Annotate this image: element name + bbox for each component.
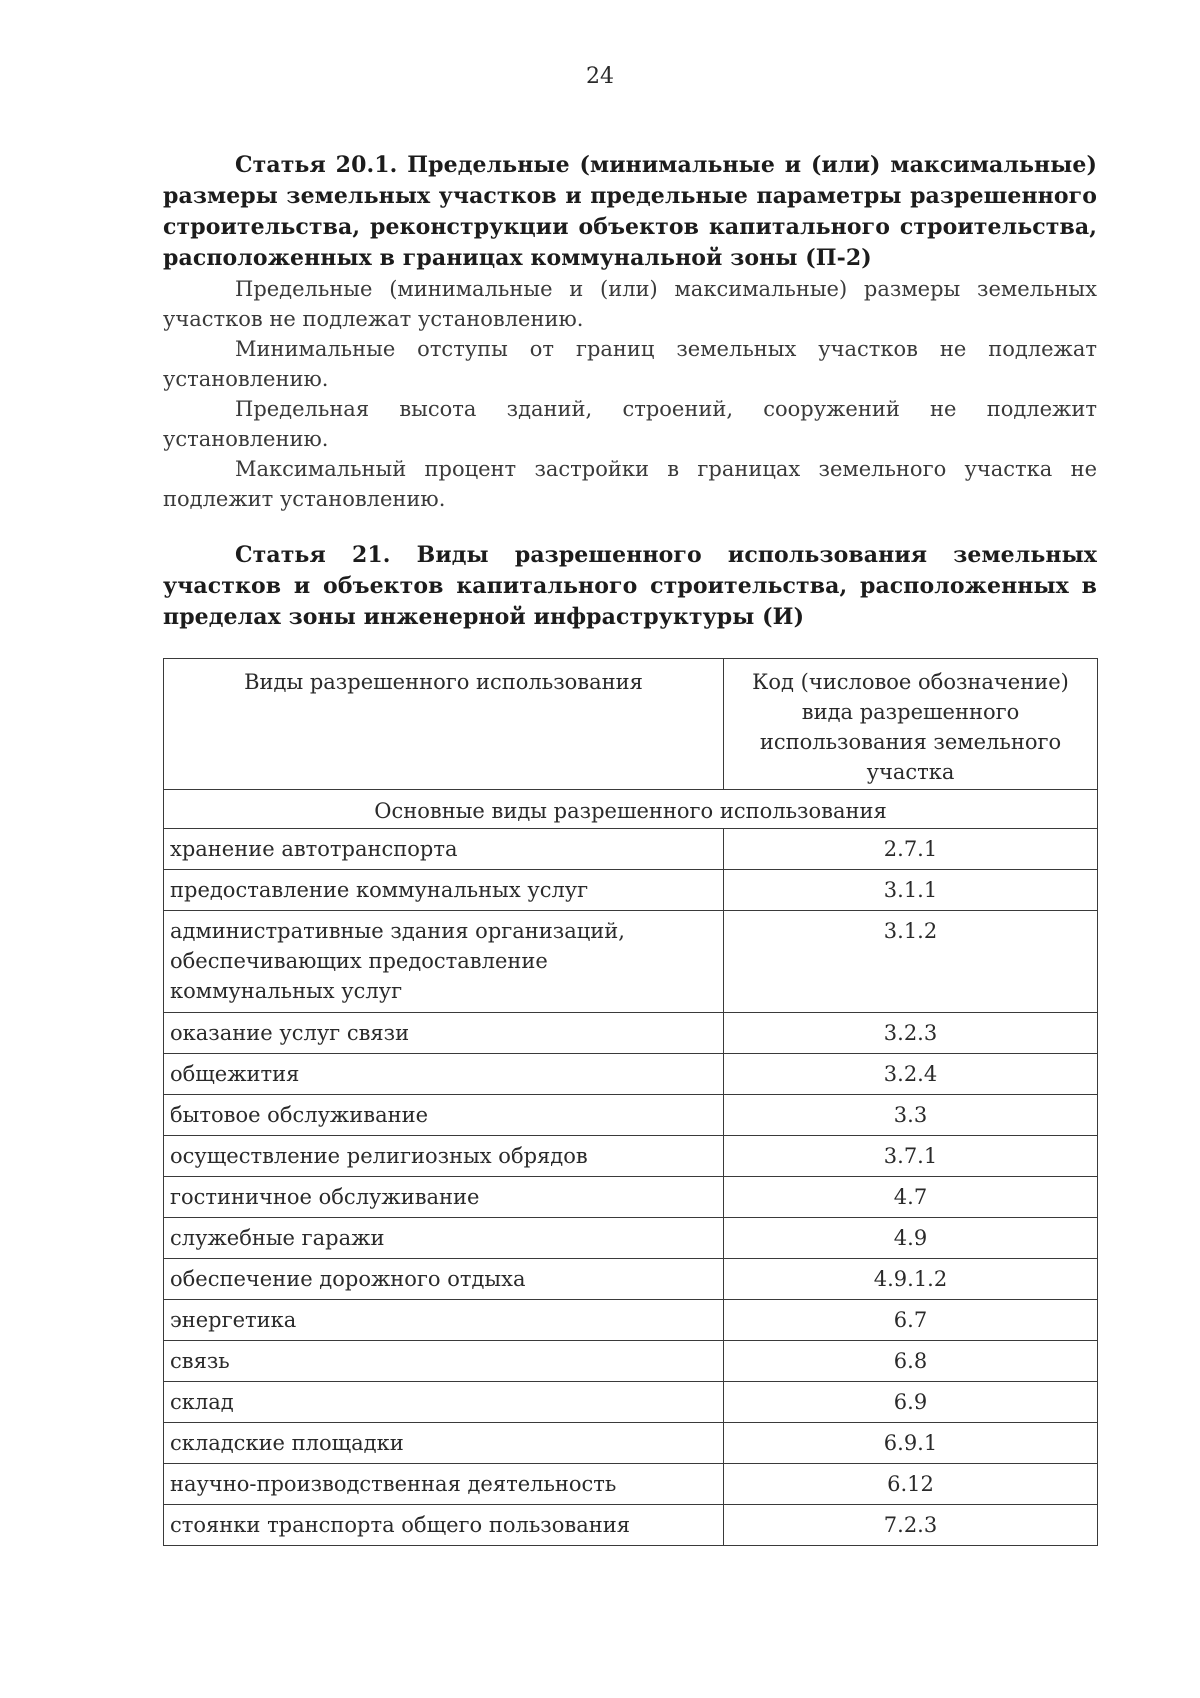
code-cell: 6.7 bbox=[724, 1300, 1098, 1341]
use-cell: хранение автотранспорта bbox=[164, 829, 724, 870]
code-cell: 3.3 bbox=[724, 1095, 1098, 1136]
table-row bbox=[164, 911, 1098, 1013]
code-cell: 6.12 bbox=[724, 1464, 1098, 1505]
use-cell: научно-производственная деятельность bbox=[164, 1464, 724, 1505]
table-row bbox=[164, 1013, 1098, 1054]
table-row bbox=[164, 1218, 1098, 1259]
code-cell: 3.1.1 bbox=[724, 870, 1098, 911]
use-cell: служебные гаражи bbox=[164, 1218, 724, 1259]
code-cell: 4.7 bbox=[724, 1177, 1098, 1218]
use-cell: обеспечение дорожного отдыха bbox=[164, 1259, 724, 1300]
code-cell: 2.7.1 bbox=[724, 829, 1098, 870]
header-code: Код (числовое обозначение) вида разрешенного использования земельного участка bbox=[724, 659, 1098, 790]
table-header-row bbox=[164, 659, 1098, 790]
code-cell: 3.2.4 bbox=[724, 1054, 1098, 1095]
table-row bbox=[164, 1505, 1098, 1546]
use-cell: гостиничное обслуживание bbox=[164, 1177, 724, 1218]
table-row bbox=[164, 829, 1098, 870]
article-20-1-heading: Статья 20.1. Предельные (минимальные и (или) максимальные) размеры земельных участков и предельные параметры разрешенного строительства, реконструкции объектов капитального строительства, расположенных в границах коммунальной зоны (П-2) bbox=[163, 152, 1097, 271]
code-cell: 3.2.3 bbox=[724, 1013, 1098, 1054]
code-cell: 4.9 bbox=[724, 1218, 1098, 1259]
use-cell: связь bbox=[164, 1341, 724, 1382]
table-row bbox=[164, 1341, 1098, 1382]
code-cell: 6.9.1 bbox=[724, 1423, 1098, 1464]
use-cell: административные здания организаций, обеспечивающих предоставление коммунальных услуг bbox=[164, 911, 724, 1013]
table-row bbox=[164, 1300, 1098, 1341]
page-number: 24 bbox=[586, 64, 614, 89]
table-row bbox=[164, 1464, 1098, 1505]
use-cell: энергетика bbox=[164, 1300, 724, 1341]
table-row bbox=[164, 1095, 1098, 1136]
table-row bbox=[164, 870, 1098, 911]
paragraph: Максимальный процент застройки в границах земельного участка не подлежит установлению. bbox=[163, 457, 1097, 511]
table-row bbox=[164, 1382, 1098, 1423]
table-group-row bbox=[164, 790, 1098, 829]
article-20-1 bbox=[163, 150, 1097, 514]
paragraph: Предельная высота зданий, строений, сооружений не подлежит установлению. bbox=[163, 397, 1097, 451]
header-use: Виды разрешенного использования bbox=[164, 659, 724, 790]
paragraph: Предельные (минимальные и (или) максимальные) размеры земельных участков не подлежат установлению. bbox=[163, 277, 1097, 331]
permitted-use-table bbox=[163, 658, 1097, 1546]
use-cell: общежития bbox=[164, 1054, 724, 1095]
table-row bbox=[164, 1259, 1098, 1300]
code-cell: 6.9 bbox=[724, 1382, 1098, 1423]
table-row bbox=[164, 1054, 1098, 1095]
table-row bbox=[164, 1136, 1098, 1177]
code-cell: 3.1.2 bbox=[724, 911, 1098, 1013]
paragraph: Минимальные отступы от границ земельных участков не подлежат установлению. bbox=[163, 337, 1097, 391]
group-label: Основные виды разрешенного использования bbox=[164, 790, 1098, 829]
code-cell: 3.7.1 bbox=[724, 1136, 1098, 1177]
code-cell: 4.9.1.2 bbox=[724, 1259, 1098, 1300]
use-cell: осуществление религиозных обрядов bbox=[164, 1136, 724, 1177]
use-cell: бытовое обслуживание bbox=[164, 1095, 724, 1136]
use-cell: стоянки транспорта общего пользования bbox=[164, 1505, 724, 1546]
article-21 bbox=[163, 540, 1097, 633]
use-cell: предоставление коммунальных услуг bbox=[164, 870, 724, 911]
table-row bbox=[164, 1177, 1098, 1218]
use-cell: оказание услуг связи bbox=[164, 1013, 724, 1054]
use-cell: склад bbox=[164, 1382, 724, 1423]
use-cell: складские площадки bbox=[164, 1423, 724, 1464]
code-cell: 6.8 bbox=[724, 1341, 1098, 1382]
table-row bbox=[164, 1423, 1098, 1464]
article-21-heading: Статья 21. Виды разрешенного использования земельных участков и объектов капитального строительства, расположенных в пределах зоны инженерной инфраструктуры (И) bbox=[163, 542, 1097, 630]
code-cell: 7.2.3 bbox=[724, 1505, 1098, 1546]
